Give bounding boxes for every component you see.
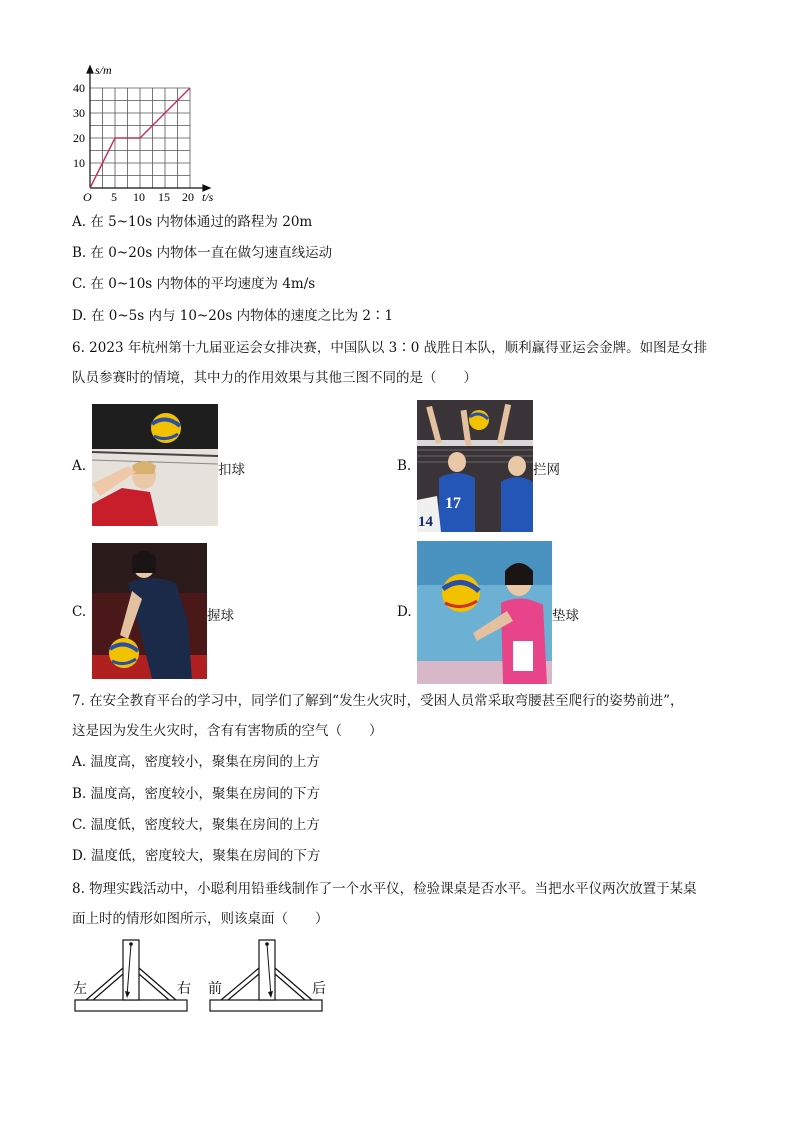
- label-left: 左: [73, 982, 87, 997]
- q6-photo-bump: [417, 541, 552, 684]
- option-text: 温度低，密度较大，聚集在房间的下方: [90, 848, 321, 864]
- y-axis-label: s/m: [95, 63, 112, 77]
- q5-option-a[interactable]: [72, 212, 312, 232]
- y-tick-30: 30: [73, 106, 85, 120]
- x-tick-10: 10: [133, 190, 145, 204]
- q6-stem-line2: 队员参赛时的情境，其中力的作用效果与其他三图不同的是（ ）: [72, 370, 477, 386]
- q6-caption-b: 拦网: [533, 462, 560, 478]
- y-tick-10: 10: [73, 156, 85, 170]
- option-letter: B.: [72, 245, 87, 261]
- q5-option-c[interactable]: [72, 274, 315, 294]
- origin-label: O: [83, 190, 92, 204]
- jersey-number-14: 14: [418, 514, 433, 530]
- q7-option-b[interactable]: [72, 784, 320, 804]
- block-illustration: [417, 400, 533, 532]
- option-letter: D.: [72, 848, 87, 864]
- q6-option-b-letter[interactable]: B.: [397, 458, 412, 474]
- label-back: 后: [312, 982, 326, 997]
- option-text: 在 0~20s 内物体一直在做匀速直线运动: [90, 245, 333, 261]
- bump-illustration: [417, 541, 552, 684]
- jersey-number-17: 17: [445, 495, 461, 512]
- option-text: 温度高，密度较小，聚集在房间的上方: [90, 754, 320, 770]
- q5-option-b[interactable]: [72, 243, 332, 263]
- graph-axes: [87, 66, 210, 191]
- level-diagram-left-right: [70, 938, 195, 1016]
- label-front: 前: [208, 982, 222, 997]
- q6-option-d-letter[interactable]: D.: [397, 604, 412, 620]
- q6-photo-spike: [92, 404, 218, 526]
- q6-photo-hold: [92, 543, 207, 679]
- q6-caption-a: 扣球: [218, 462, 245, 478]
- st-graph: [70, 60, 230, 205]
- option-letter: B.: [72, 786, 87, 802]
- level-diagram-front-back: [205, 938, 330, 1016]
- q8-stem-line1: 8. 物理实践活动中，小聪利用铅垂线制作了一个水平仪，检验课桌是否水平。当把水平仪两次放置于某桌: [72, 881, 697, 897]
- q5-option-d[interactable]: [72, 306, 393, 326]
- x-axis-label: t/s: [202, 190, 214, 204]
- x-tick-20: 20: [182, 190, 194, 204]
- q7-option-c[interactable]: [72, 815, 320, 835]
- q7-stem-line1: 7. 在安全教育平台的学习中，同学们了解到“发生火灾时，受困人员常采取弯腰甚至爬行的姿势前进”，: [72, 693, 684, 709]
- q6-photo-block: [417, 400, 533, 532]
- option-text: 在 0~10s 内物体的平均速度为 4m/s: [90, 276, 316, 292]
- q7-stem-line2: 这是因为发生火灾时，含有有害物质的空气（ ）: [72, 723, 383, 739]
- q6-stem-line1: 6. 2023 年杭州第十九届亚运会女排决赛，中国队以 3∶0 战胜日本队，顺利赢得亚运会金牌。如图是女排: [72, 340, 708, 356]
- option-letter: A.: [72, 754, 87, 770]
- option-text: 温度低，密度较大，聚集在房间的上方: [90, 817, 320, 833]
- spike-illustration: [92, 404, 218, 526]
- q6-caption-d: 垫球: [552, 608, 579, 624]
- q6-caption-c: 握球: [207, 608, 234, 624]
- q6-option-c-letter[interactable]: C.: [72, 604, 87, 620]
- x-tick-5: 5: [111, 190, 117, 204]
- option-text: 温度高，密度较小，聚集在房间的下方: [90, 786, 321, 802]
- y-tick-40: 40: [73, 81, 85, 95]
- option-text: 在 5~10s 内物体通过的路程为 20m: [90, 214, 313, 230]
- y-tick-20: 20: [73, 131, 85, 145]
- option-letter: D.: [72, 308, 87, 324]
- option-letter: C.: [72, 817, 87, 833]
- q7-option-a[interactable]: [72, 752, 320, 772]
- q7-option-d[interactable]: [72, 846, 320, 866]
- hold-illustration: [92, 543, 207, 679]
- option-text: 在 0~5s 内与 10~20s 内物体的速度之比为 2∶1: [90, 308, 394, 324]
- label-right: 右: [177, 982, 191, 997]
- q6-option-a-letter[interactable]: A.: [72, 458, 87, 474]
- option-letter: A.: [72, 214, 87, 230]
- x-tick-15: 15: [158, 190, 170, 204]
- q8-stem-line2: 面上时的情形如图所示，则该桌面（ ）: [72, 911, 329, 927]
- option-letter: C.: [72, 276, 87, 292]
